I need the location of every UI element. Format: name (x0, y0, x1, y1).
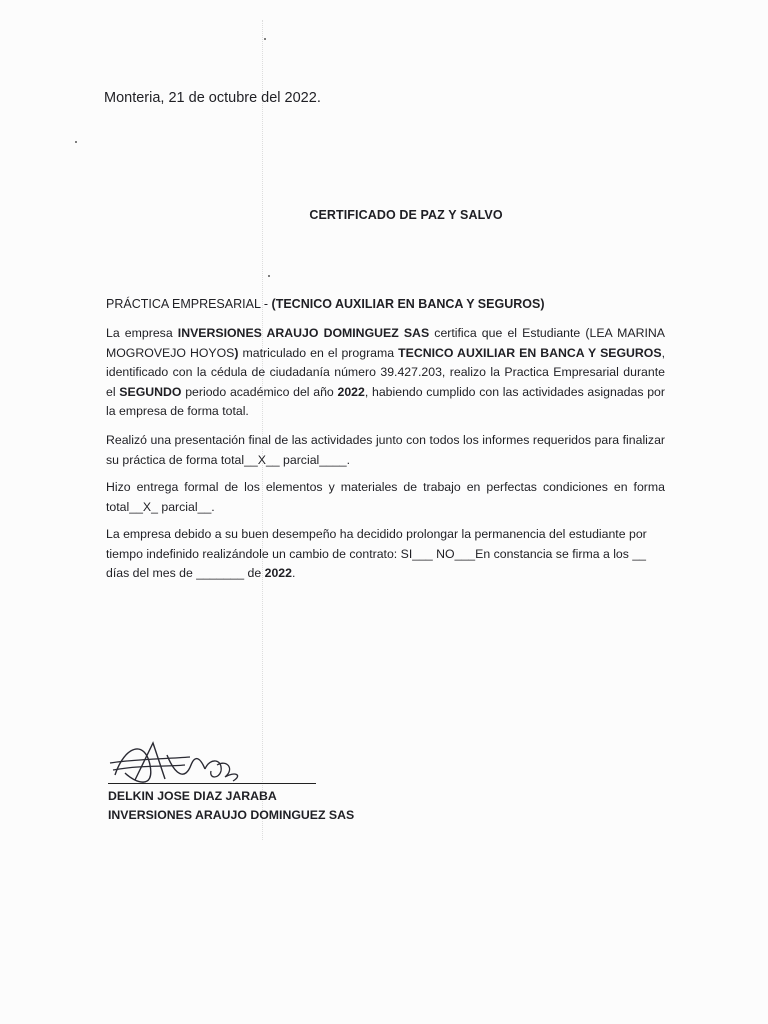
p1-year: 2022 (337, 384, 365, 399)
subtitle-program: (TECNICO AUXILIAR EN BANCA Y SEGUROS) (271, 297, 545, 311)
signer-company: INVERSIONES ARAUJO DOMINGUEZ SAS (108, 808, 355, 822)
p1-paren: ) (234, 345, 239, 360)
signer-block (108, 787, 354, 825)
handwritten-signature (105, 735, 325, 787)
document-date: Monteria, 21 de octubre del 2022. (104, 90, 321, 106)
p1-text-1: La empresa (106, 326, 178, 340)
document-title: CERTIFICADO DE PAZ Y SALVO (309, 208, 503, 222)
p4-text-2: . (291, 566, 296, 580)
p1-text-3: matriculado en el programa (238, 345, 399, 360)
p1-text-5: periodo académico del año (181, 384, 338, 399)
signer-name: DELKIN JOSE DIAZ JARABA (108, 789, 277, 803)
p1-program: TECNICO AUXILIAR EN BANCA Y SEGUROS (398, 345, 662, 360)
p1-text-4: , identificado con la cédula de ciudadanía número 39.427.203, realizo la Practica Empresarial durante el (106, 345, 665, 399)
document-subtitle (106, 297, 544, 311)
scan-speck (75, 141, 77, 143)
subtitle-prefix: PRÁCTICA EMPRESARIAL - (106, 297, 272, 311)
p1-period: SEGUNDO (119, 384, 182, 399)
paragraph-contract (106, 525, 665, 584)
scan-speck (268, 275, 270, 277)
paragraph-presentation: Realizó una presentación final de las actividades junto con todos los informes requeridos para finalizar su práctica de forma total__X__ parcial____. (106, 433, 665, 467)
scan-artifact-line (262, 20, 264, 840)
p1-text-2: certifica que el Estudiante (LEA MARINA MOGROVEJO HOYOS (106, 326, 666, 360)
p1-company: INVERSIONES ARAUJO DOMINGUEZ SAS (177, 326, 430, 340)
p1-text-6: , habiendo cumplido con las actividades asignadas por la empresa de forma total. (106, 384, 665, 418)
signature-line (108, 783, 316, 784)
scan-speck (264, 38, 266, 40)
p4-year: 2022 (264, 566, 292, 580)
p4-text-1: La empresa debido a su buen desempeño ha decidido prolongar la permanencia del estudiante por tiempo indefinido realizándole un cambio de contrato: SI___ NO___En constancia se firma a los __ días del mes de _______ de (106, 527, 647, 580)
paragraph-delivery: Hizo entrega formal de los elementos y materiales de trabajo en perfectas condiciones en forma total__X_ parcial__. (106, 480, 665, 514)
paragraph-certification (106, 324, 665, 422)
